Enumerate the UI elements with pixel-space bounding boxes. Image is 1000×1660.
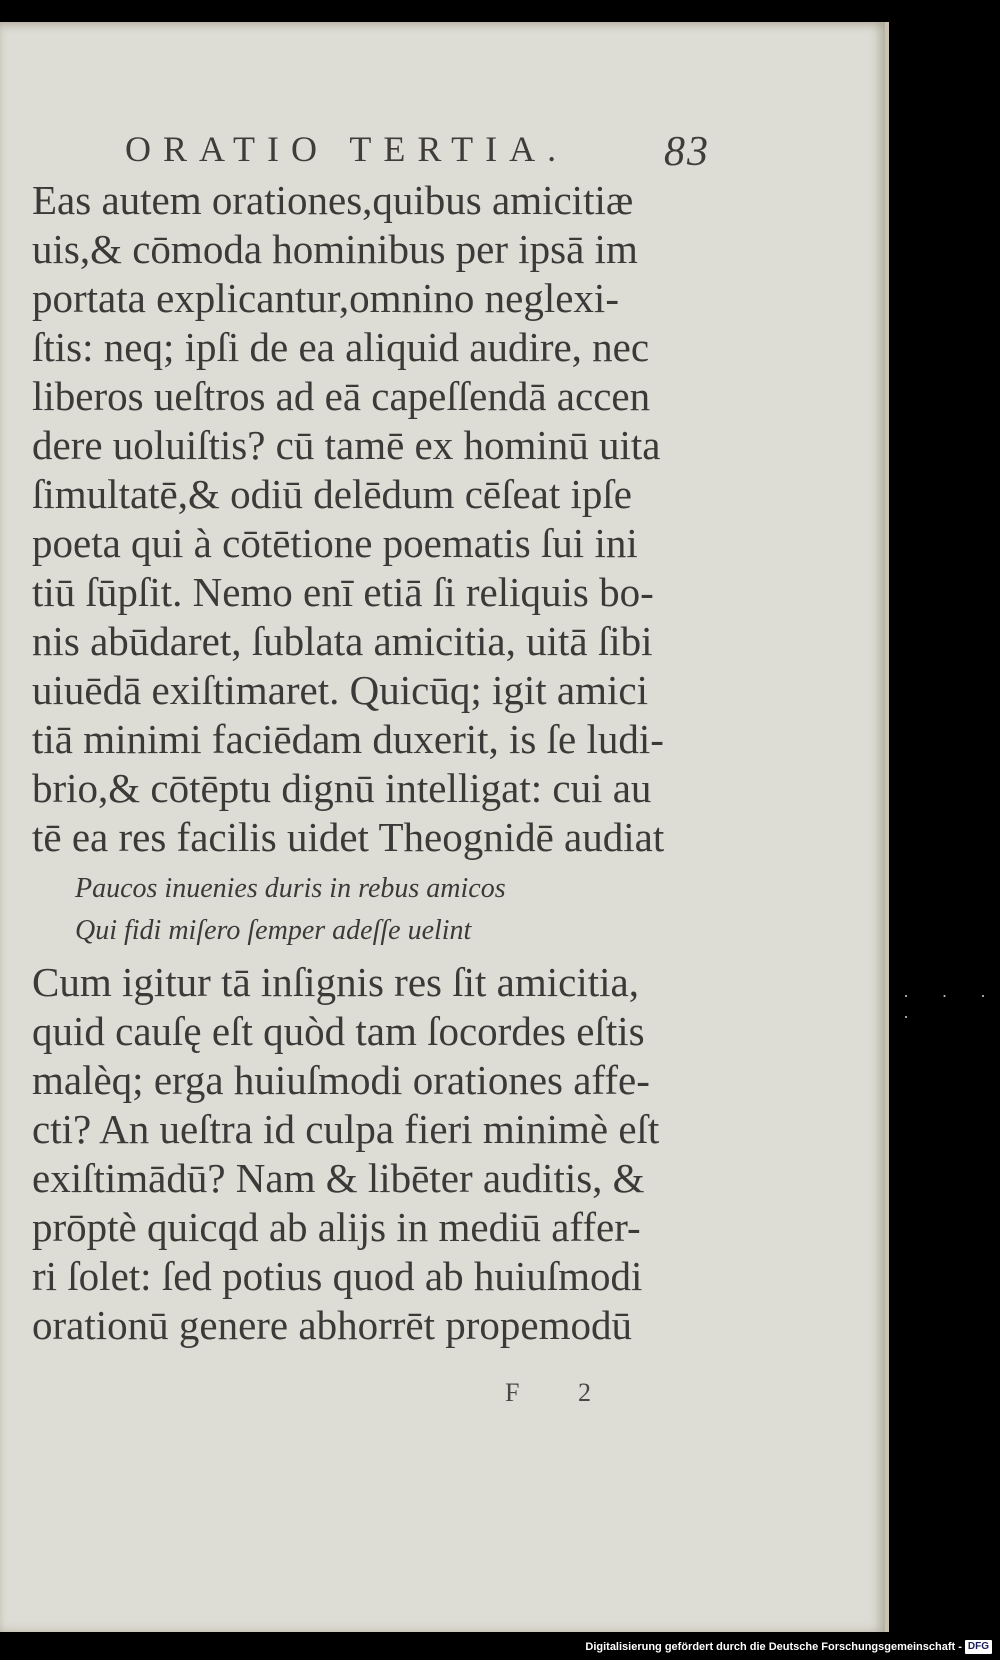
text-line: ri ſolet: ſed potius quod ab huiuſmodi [32, 1253, 643, 1299]
text-line: quid cauſę eſt quòd tam ſocordes eſtis [32, 1008, 645, 1054]
text-line: poeta qui à cōtētione poematis ſui ini [32, 520, 638, 566]
signature-mark: F 2 [505, 1378, 617, 1407]
text-line: portata explicantur,omnino neglexi- [32, 275, 619, 321]
verse-line: Qui fidi miſero ſemper adeſſe uelint [75, 915, 472, 946]
dfg-logo-icon: DFG [965, 1640, 992, 1654]
text-line: ſtis: neq; ipſi de ea aliquid audire, nec [32, 324, 650, 370]
footer-credit: Digitalisierung gefördert durch die Deutsche Forschungsgemeinschaft - [585, 1641, 962, 1653]
text-line: Cum igitur tā inſignis res ſit amicitia, [32, 959, 639, 1005]
running-title: ORATIO TERTIA. [125, 129, 569, 169]
page-number: 83 [664, 129, 710, 175]
text-line: liberos ueſtros ad eā capeſſendā accen [32, 373, 651, 419]
text-line: dere uoluiſtis? cū tamē ex hominū uita [32, 422, 661, 468]
text-line: Eas autem orationes,quibus amicitiæ [32, 177, 634, 223]
text-line: nis abūdaret, ſublata amicitia, uitā ſibi [32, 618, 653, 664]
ruler-dots: · · · · [903, 986, 1000, 1027]
text-line: uiuēdā exiſtimaret. Quicūq; igit amici [32, 667, 648, 713]
text-line: tiā minimi faciēdam duxerit, is ſe ludi- [32, 716, 664, 762]
body-text-continued [32, 958, 712, 1350]
text-line: prōptè quicqd ab alijs in mediū affer- [32, 1204, 641, 1250]
text-line: exiſtimādū? Nam & libēter auditis, & [32, 1155, 645, 1201]
text-line: orationū genere abhorrēt propemodū [32, 1302, 632, 1348]
text-line: uis,& cōmoda hominibus per ipsā im [32, 226, 638, 272]
verse-line: Paucos inuenies duris in rebus amicos [75, 873, 506, 904]
text-line: ſimultatē,& odiū delēdum cēſeat ipſe [32, 471, 633, 517]
text-line: tiū ſūpſit. Nemo enī etiā ſi reliquis bo- [32, 569, 654, 615]
verse-quotation [75, 868, 675, 952]
text-line: brio,& cōtēptu dignū intelligat: cui au [32, 765, 652, 811]
text-line: malèq; erga huiuſmodi orationes affe- [32, 1057, 650, 1103]
text-line: tē ea res facilis uidet Theognidē audiat [32, 814, 665, 860]
page-edge [885, 22, 889, 1632]
page-header [125, 128, 710, 178]
digitization-footer [585, 1638, 992, 1656]
body-text [32, 176, 712, 862]
text-line: cti? An ueſtra id culpa fieri minimè eſt [32, 1106, 660, 1152]
